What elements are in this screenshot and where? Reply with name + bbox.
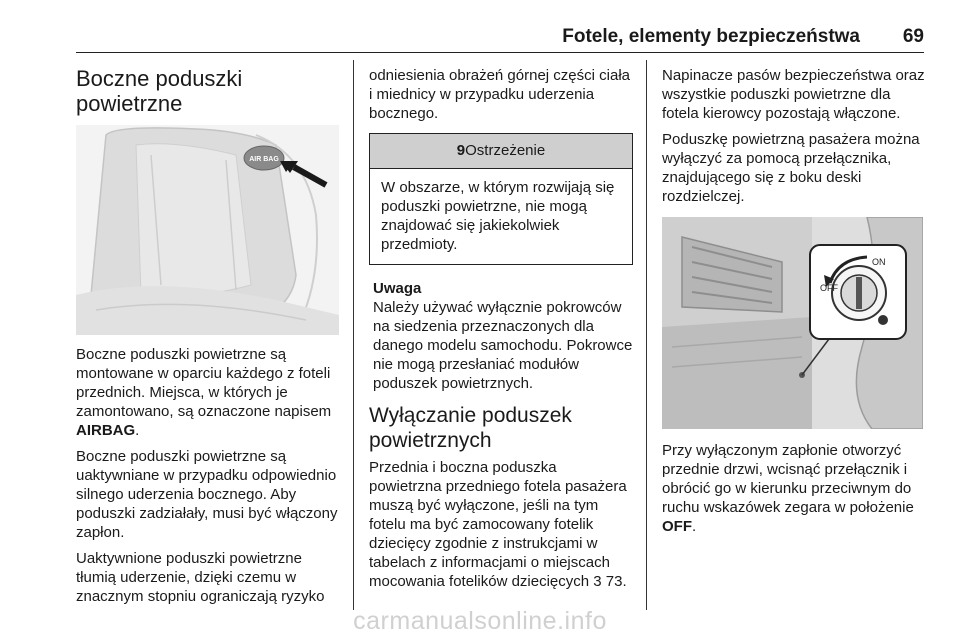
airbag-switch-figure [662,217,923,429]
paragraph: Napinacze pasów bezpieczeństwa oraz wszystkie poduszki powietrzne dla fotela kierowcy pozostają włączone. [662,67,925,122]
warning-title: Ostrzeżenie [465,142,546,159]
column-3 [662,66,926,543]
watermark: carmanualsonline.info [353,607,607,635]
paragraph: Boczne poduszki powietrzne są uaktywniane w przypadku odpowiednio silnego uderzenia bocznego. Aby poduszki zadziałały, musi być włączony zapłon. [76,448,338,541]
paragraph: Uaktywnione poduszki powietrzne tłumią uderzenie, dzięki czemu w znacznym stopniu ograniczają ryzyko [76,550,325,605]
section-heading: Boczne poduszki powietrzne [76,66,243,116]
column-divider [353,60,354,610]
switch-on-label: ON [872,257,886,267]
header-rule [76,52,924,53]
passenger-airbag-icon [878,315,888,325]
warning-text: W obszarze, w którym rozwijają się poduszki powietrzne, nie mogą znajdować się jakiekolwiek przedmioty. [381,179,615,253]
column-divider [646,60,647,610]
column-1 [76,66,341,613]
paragraph: Boczne poduszki powietrzne są montowane w oparciu każdego z foteli przednich. Miejsca, w których je zamontowano, są oznaczone napisem AIRBAG. [76,346,332,439]
warning-box [369,133,633,265]
page-header [76,22,924,50]
column-2 [369,66,633,598]
warning-icon: 9 [456,142,466,159]
side-airbag-figure [76,125,339,335]
paragraph: odniesienia obrażeń górnej części ciała i miednicy w przypadku uderzenia bocznego. [369,67,630,122]
warning-header [370,134,632,169]
paragraph: Przy wyłączonym zapłonie otworzyć przednie drzwi, wcisnąć przełącznik i obrócić go w kierunku przeciwnym do ruchu wskazówek zegara w położenie OFF. [662,442,914,535]
section-heading: Wyłączanie poduszek powietrznych [369,404,572,452]
airbag-badge-label: AIR BAG [249,156,279,163]
note [369,279,633,393]
paragraph: Poduszkę powietrzną pasażera można wyłączyć za pomocą przełącznika, znajdującego się z boku deski rozdzielczej. [662,131,920,205]
page-number: 69 [902,26,924,47]
note-label: Uwaga [373,280,422,297]
switch-off-label: OFF [820,283,838,293]
page-reference: 3 73. [593,573,627,590]
paragraph: Przednia i boczna poduszka powietrzna przedniego fotela pasażera muszą być wyłączone, jeśli na tym fotelu ma być zamocowany fotelik dziecięcy zgodnie z instrukcjami w tabelach z informacjami o miejscach mocowania fotelików dziecięcych 3 73. [369,459,627,590]
note-text: Należy używać wyłącznie pokrowców na siedzenia przeznaczonych dla danego modelu samochodu. Pokrowce nie mogą przesłaniać modułów poduszek powietrznych. [373,299,633,392]
chapter-title: Fotele, elementy bezpieczeństwa [562,26,860,47]
